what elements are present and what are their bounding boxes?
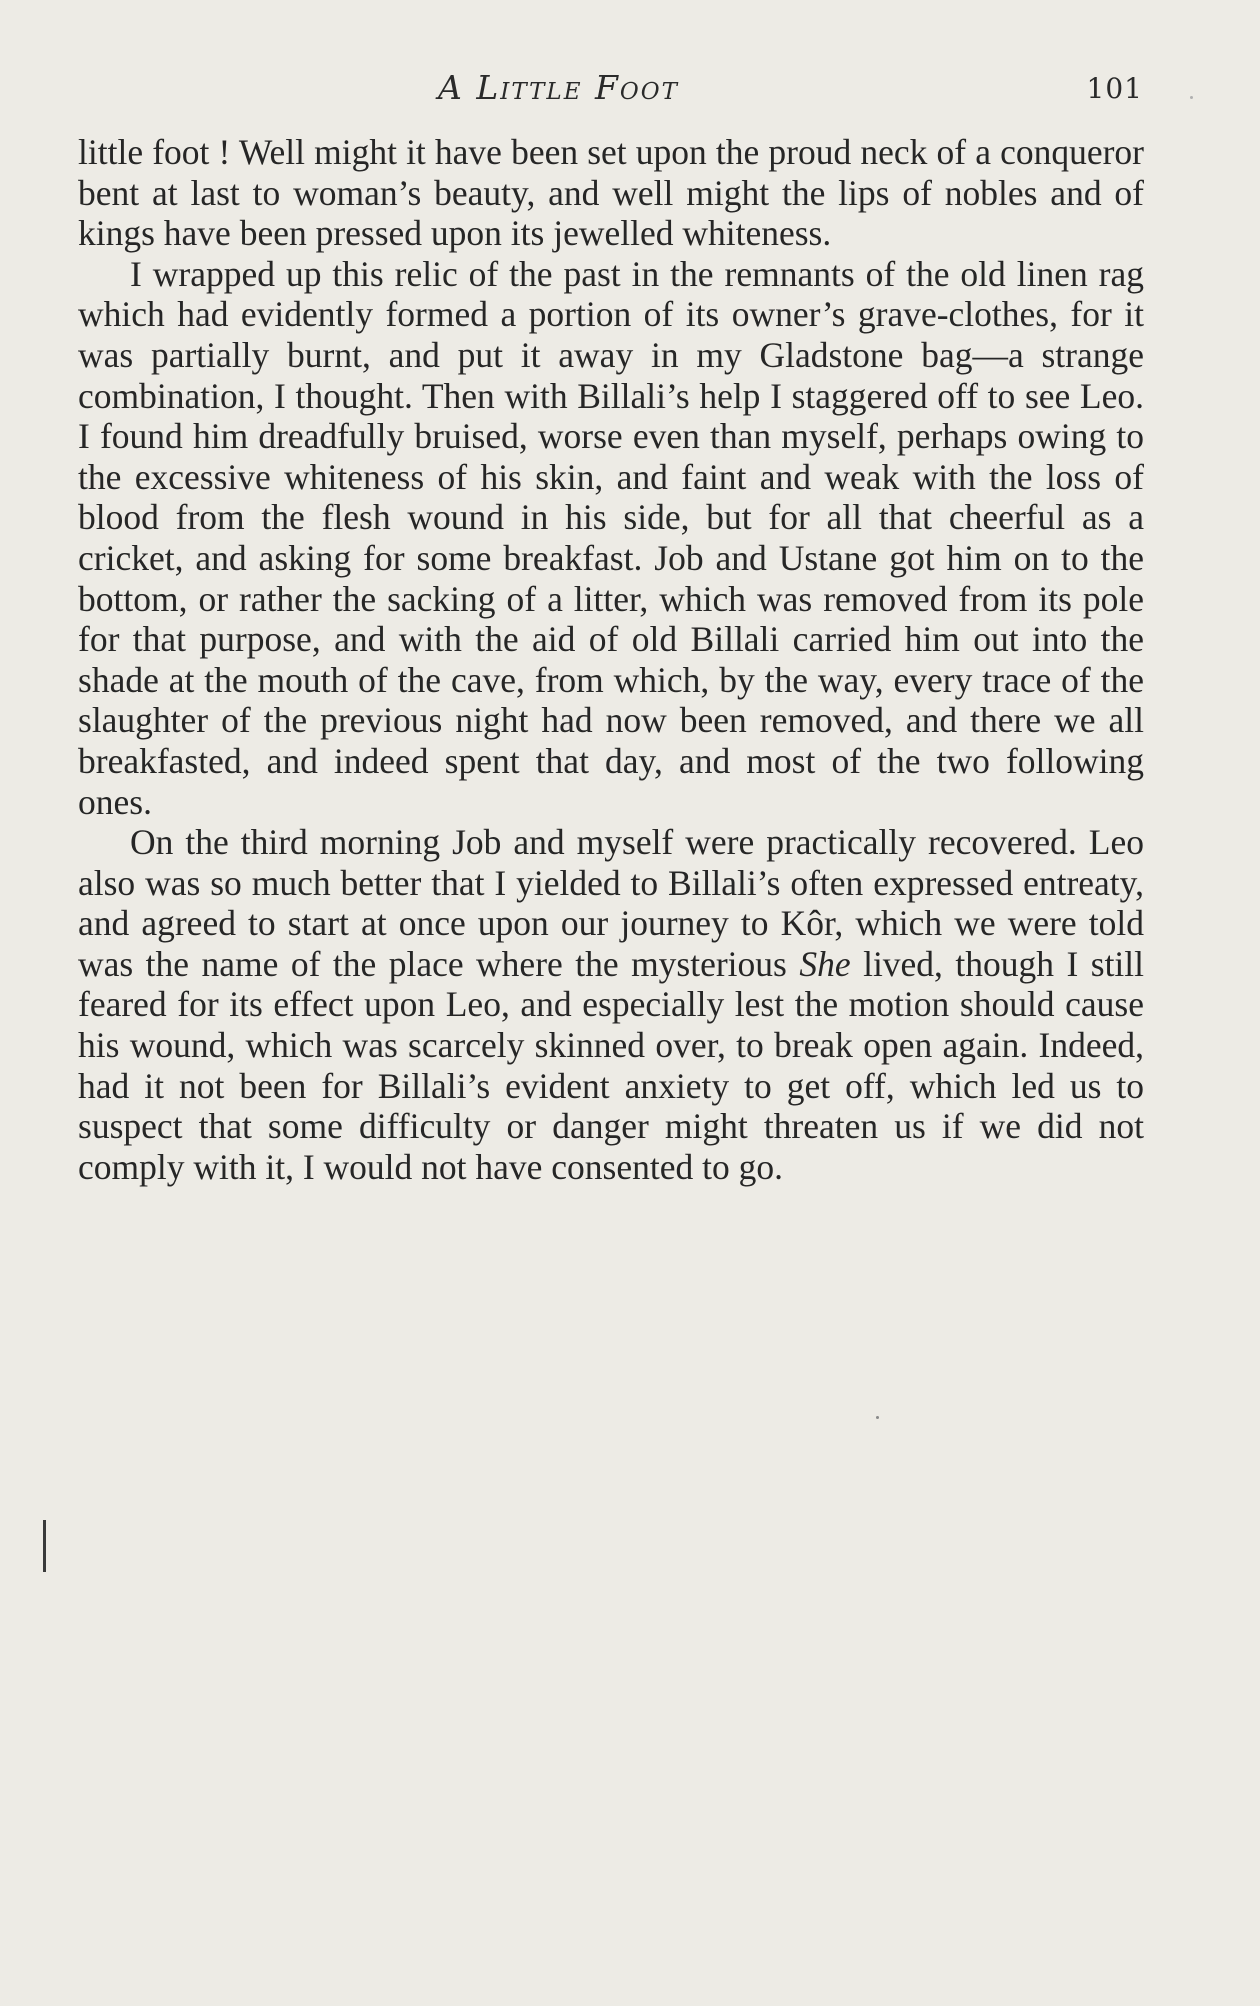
paper-speck (876, 1416, 879, 1419)
paper-speck (1190, 96, 1193, 99)
running-title: A Little Foot (438, 68, 679, 107)
paragraph-2 (78, 254, 1144, 822)
page-number: 101 (1086, 72, 1143, 105)
paragraph-1 (78, 132, 1144, 254)
paragraph-1-text: little foot ! Well might it have been set upon the proud neck of a conqueror bent at last to woman’s beauty, and well might the lips of nobles and of kings have been pressed upon its jewelled whiteness. (78, 132, 1144, 254)
paragraph-3-text-start: On the third morning Job and myself were practically recovered. Leo also was so much better that I yielded to Billali’s often expressed entreaty, and agreed to start at once upon our journey to Kôr, which we were told was the name of the place where the mysterious (78, 822, 1144, 984)
running-head (78, 68, 1143, 118)
paragraph-3-italic-she: She (799, 943, 851, 984)
body-text (78, 132, 1144, 1187)
paragraph-3-text-end: lived, though I still feared for its effect upon Leo, and especially lest the motion should cause his wound, which was scarcely skinned over, to break open again. Indeed, had it not been for Billali’s evident anxiety to get off, which led us to suspect that some difficulty or danger might threaten us if we did not comply with it, I would not have consented to go. (78, 943, 1145, 1187)
margin-mark (43, 1520, 46, 1572)
paragraph-2-text: I wrapped up this relic of the past in the remnants of the old linen rag which had evidently formed a portion of its owner’s grave-clothes, for it was partially burnt, and put it away in my Gladstone bag—a strange combination, I thought. Then with Billali’s help I staggered off to see Leo. I found him dreadfully bruised, worse even than myself, perhaps owing to the excessive whiteness of his skin, and faint and weak with the loss of blood from the flesh wound in his side, but for all that cheerful as a cricket, and asking for some breakfast. Job and Ustane got him on to the bottom, or rather the sacking of a litter, which was removed from its pole for that purpose, and with the aid of old Billali carried him out into the shade at the mouth of the cave, from which, by the way, every trace of the slaughter of the previous night had now been removed, and there we all breakfasted, and indeed spent that day, and most of the two following ones. (78, 253, 1144, 822)
paragraph-3 (78, 822, 1144, 1187)
